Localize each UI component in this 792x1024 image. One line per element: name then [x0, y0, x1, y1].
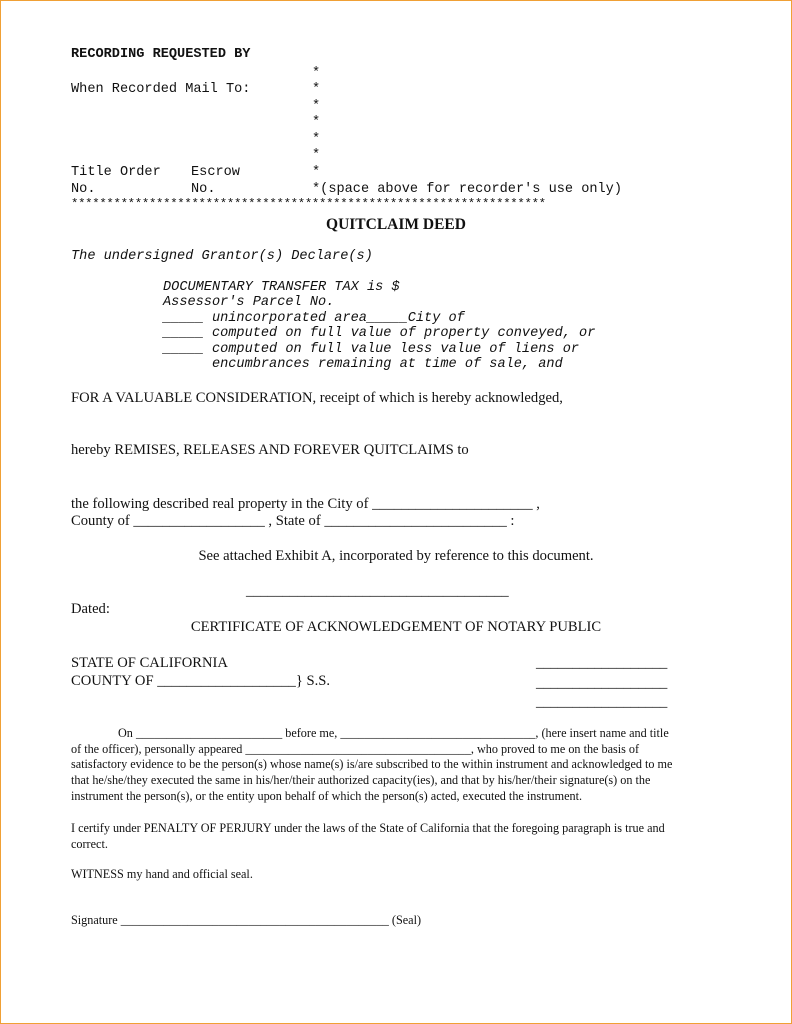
remises-text: hereby REMISES, RELEASES AND FOREVER QUITCLAIMS to	[71, 442, 469, 458]
notary-blank-line: __________________	[536, 675, 668, 691]
certify-text-cont: correct.	[71, 837, 108, 851]
notary-paragraph-line: satisfactory evidence to be the person(s) whose name(s) is/are subscribed to the within instrument and acknowledged to me	[71, 757, 673, 771]
transfer-tax-line: DOCUMENTARY TRANSFER TAX is $	[163, 280, 400, 295]
notary-heading: CERTIFICATE OF ACKNOWLEDGEMENT OF NOTARY PUBLIC	[190, 619, 602, 635]
option-less-liens-cont: encumbrances remaining at time of sale, and	[163, 357, 563, 372]
star-marker: *	[312, 115, 321, 130]
recording-requested-by: RECORDING REQUESTED BY	[71, 47, 251, 62]
parcel-line: Assessor's Parcel No.	[163, 295, 335, 310]
grantor-declaration: The undersigned Grantor(s) Declare(s)	[71, 249, 373, 264]
option-unincorporated: _____ unincorporated area_____City of	[163, 311, 465, 326]
witness-text: WITNESS my hand and official seal.	[71, 867, 253, 881]
mail-to-label: When Recorded Mail To:	[71, 82, 251, 97]
notary-paragraph-line: instrument the person(s), or the entity upon behalf of which the person(s) acted, executed the instrument.	[71, 789, 583, 803]
property-city-line: the following described real property in the City of ______________________ ,	[71, 496, 540, 512]
star-marker: *	[312, 99, 321, 114]
escrow-no: No.	[191, 182, 216, 197]
certify-text: I certify under PENALTY OF PERJURY under the laws of the State of California that the foregoing paragraph is true and	[71, 821, 665, 835]
notary-blank-line: __________________	[536, 694, 668, 710]
star-marker: *	[312, 132, 321, 147]
notary-paragraph-line: of the officer), personally appeared _____________________________________, who proved to me on the basis of	[71, 742, 640, 756]
notary-blank-line: __________________	[536, 655, 668, 671]
notary-paragraph-line: On ________________________ before me, ________________________________, (here insert name and title	[118, 726, 669, 740]
grantor-signature-line: ____________________________________	[246, 583, 509, 599]
property-county-line: County of __________________ , State of _________________________ :	[71, 513, 515, 529]
option-less-liens: _____ computed on full value less value of liens or	[163, 342, 580, 357]
consideration-text: FOR A VALUABLE CONSIDERATION, receipt of which is hereby acknowledged,	[71, 390, 563, 406]
star-marker: *	[312, 66, 321, 81]
star-divider: *******************************************************************	[71, 197, 546, 211]
title-order-no: No.	[71, 182, 96, 197]
star-marker: *	[312, 165, 321, 180]
dated-label: Dated:	[71, 601, 110, 617]
recorder-use-note: *(space above for recorder's use only)	[312, 182, 622, 197]
star-marker: *	[312, 82, 321, 97]
title-order-label: Title Order	[71, 165, 161, 180]
notary-paragraph-line: that he/she/they executed the same in his/her/their authorized capacity(ies), and that by his/her/their signature(s) on the	[71, 773, 651, 787]
state-label: STATE OF CALIFORNIA	[71, 655, 228, 671]
star-marker: *	[312, 148, 321, 163]
exhibit-reference: See attached Exhibit A, incorporated by reference to this document.	[198, 548, 594, 564]
option-full-value: _____ computed on full value of property conveyed, or	[163, 326, 596, 341]
notary-signature-line: Signature ____________________________________________ (Seal)	[71, 913, 422, 927]
document-title: QUITCLAIM DEED	[326, 216, 466, 233]
escrow-label: Escrow	[191, 165, 240, 180]
county-label: COUNTY OF ___________________} S.S.	[71, 673, 331, 689]
